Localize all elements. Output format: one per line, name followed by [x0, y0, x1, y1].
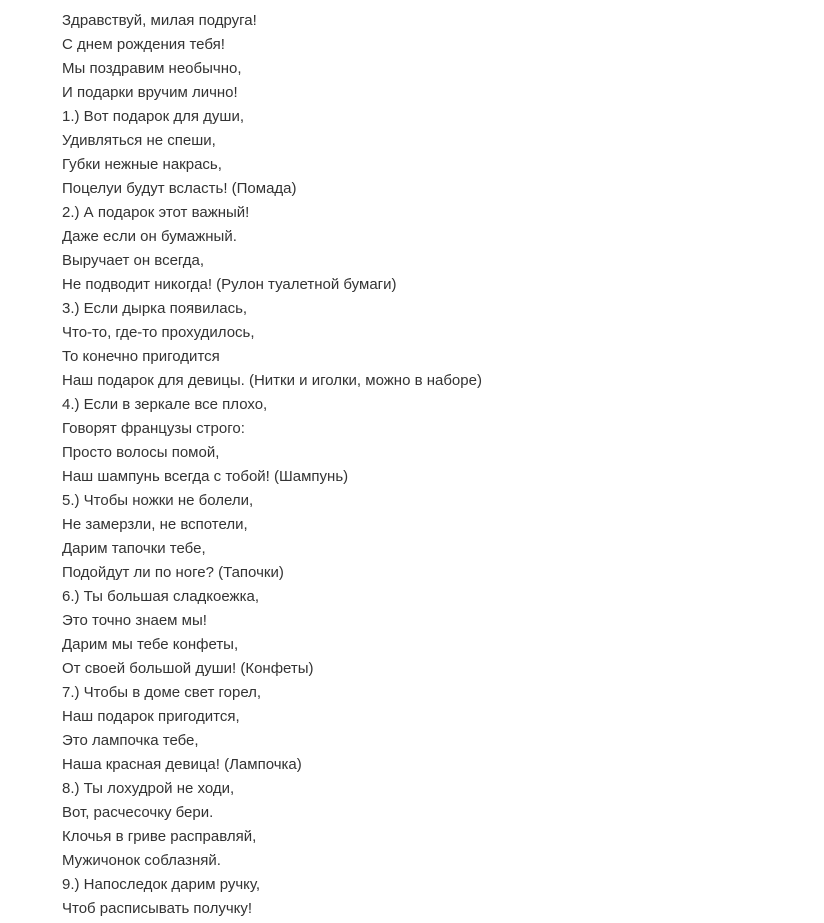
poem-line: Даже если он бумажный. — [62, 228, 237, 245]
poem-line: 4.) Если в зеркале все плохо, — [62, 396, 268, 413]
poem-line: Губки нежные накрась, — [62, 156, 222, 173]
poem-line: Дарим тапочки тебе, — [62, 540, 206, 557]
poem-line: 1.) Вот подарок для души, — [62, 108, 244, 125]
poem-line: Вот, расчесочку бери. — [62, 804, 214, 821]
poem-text — [62, 9, 802, 921]
poem-line: 6.) Ты большая сладкоежка, — [62, 588, 259, 605]
poem-line: 8.) Ты лохудрой не ходи, — [62, 780, 235, 797]
poem-line: Здравствуй, милая подруга! — [62, 12, 257, 29]
poem-line: Чтоб расписывать получку! — [62, 900, 253, 917]
poem-line: Наш шампунь всегда с тобой! (Шампунь) — [62, 468, 349, 485]
poem-line: 3.) Если дырка появилась, — [62, 300, 248, 317]
poem-line: То конечно пригодится — [62, 348, 220, 365]
poem-line: Это лампочка тебе, — [62, 732, 199, 749]
poem-line: Подойдут ли по ноге? (Тапочки) — [62, 564, 284, 581]
poem-line: Удивляться не спеши, — [62, 132, 216, 149]
poem-line: Выручает он всегда, — [62, 252, 204, 269]
poem-line: Не подводит никогда! (Рулон туалетной бумаги) — [62, 276, 397, 293]
poem-line: Мы поздравим необычно, — [62, 60, 242, 77]
poem-line: Клочья в гриве расправляй, — [62, 828, 257, 845]
poem-line: Это точно знаем мы! — [62, 612, 207, 629]
poem-line: От своей большой души! (Конфеты) — [62, 660, 314, 677]
poem-line: 2.) А подарок этот важный! — [62, 204, 250, 221]
poem-line: И подарки вручим лично! — [62, 84, 238, 101]
poem-line: Поцелуи будут всласть! (Помада) — [62, 180, 297, 197]
poem-line: 9.) Напоследок дарим ручку, — [62, 876, 261, 893]
poem-line: Наш подарок пригодится, — [62, 708, 240, 725]
poem-line: Мужичонок соблазняй. — [62, 852, 221, 869]
poem-line: Что-то, где-то прохудилось, — [62, 324, 255, 341]
poem-line: 5.) Чтобы ножки не болели, — [62, 492, 254, 509]
poem-line: Дарим мы тебе конфеты, — [62, 636, 239, 653]
poem-line: Говорят французы строго: — [62, 420, 245, 437]
poem-line: Просто волосы помой, — [62, 444, 220, 461]
poem-line: Не замерзли, не вспотели, — [62, 516, 248, 533]
poem-line: С днем рождения тебя! — [62, 36, 225, 53]
poem-line: Наша красная девица! (Лампочка) — [62, 756, 302, 773]
poem-line: 7.) Чтобы в доме свет горел, — [62, 684, 262, 701]
poem-line: Наш подарок для девицы. (Нитки и иголки, можно в наборе) — [62, 372, 482, 389]
